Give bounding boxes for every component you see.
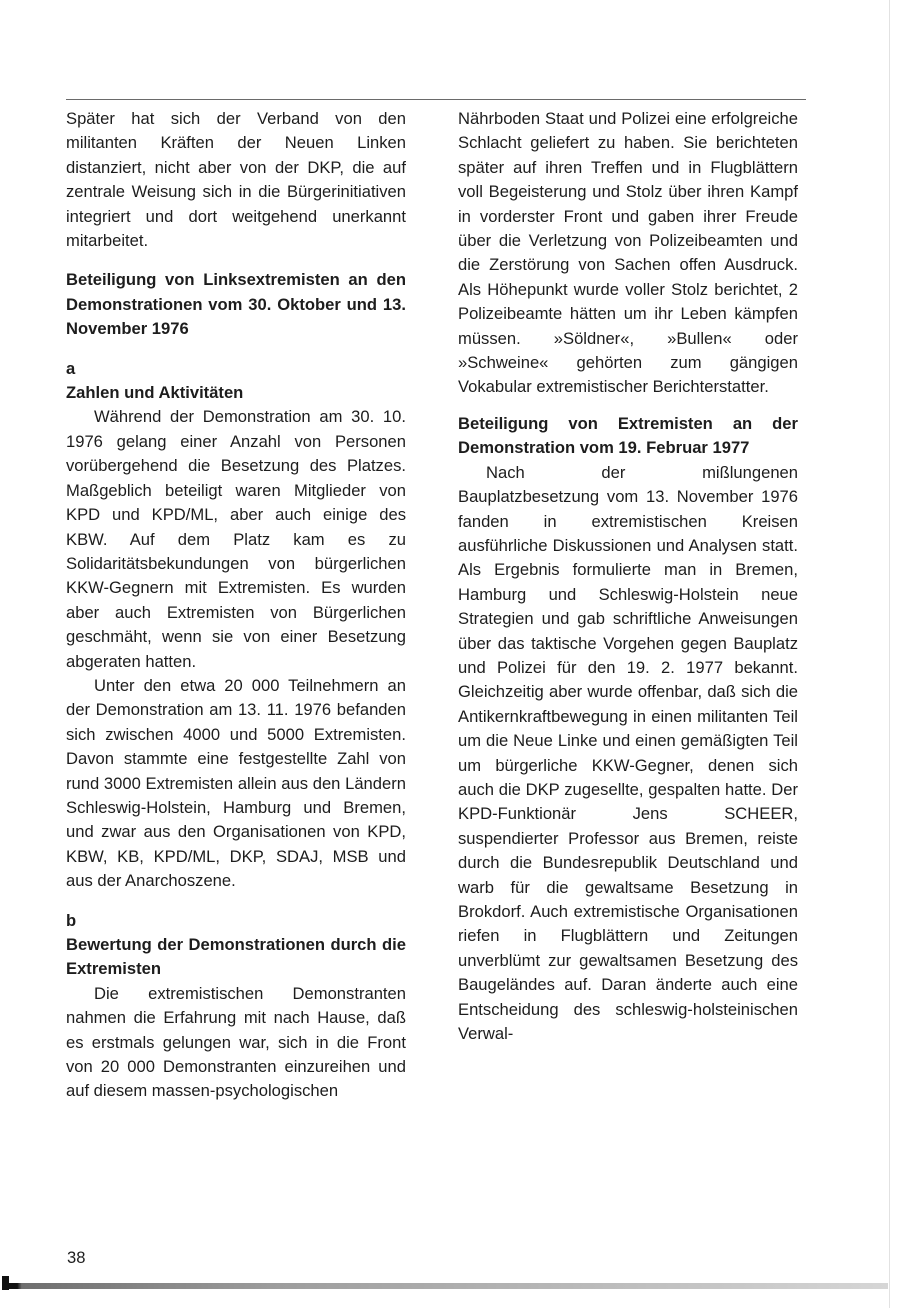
subsection-heading-zahlen: Zahlen und Aktivitäten [66,383,244,403]
right-paragraph-1: Nährboden Staat und Polizei eine erfolgreiche Schlacht geliefert zu haben. Sie berichteten später auf ihren Treffen und in Flugblättern voll Begeisterung und Stolz über ihren Kampf in vorderster Front und gaben ihrer Freude über die Verletzung von Polizeibeamten und die Zerstörung von Sachen offen Ausdruck. Als Höhepunkt wurde voller Stolz berichtet, 2 Polizeibeamte hätten um ihr Leben kämpfen müssen. »Söldner«, »Bullen« oder »Schweine« gehörten zum gängigen Vokabular extremistischer Berichterstatter. [458,109,798,397]
left-paragraph-3: Unter den etwa 20 000 Teilnehmern an der Demonstration am 13. 11. 1976 befanden sich zwischen 4000 und 5000 Extremisten. Davon stammte eine festgestellte Zahl von rund 3000 Extremisten allein aus den Ländern Schleswig-Holstein, Hamburg und Bremen, und zwar aus den Organisationen von KPD, KBW, KB, KPD/ML, DKP, SDAJ, MSB und aus der Anarchoszene. [66,675,406,891]
subsection-marker-b: b [66,910,77,930]
left-paragraph-1: Später hat sich der Verband von den militanten Kräften der Neuen Linken distanziert, nicht aber von der DKP, die auf zentrale Weisung sich in die Bürgerinitiativen integriert und dort weitgehend unerkannt mitarbeitet. [66,109,406,251]
scan-edge-mark [2,1276,9,1290]
section-heading-linksextremisten: Beteiligung von Linksextremisten an den Demonstrationen vom 30. Oktober und 13. November 1976 [66,270,406,339]
page-edge [889,0,890,1308]
right-column [458,107,798,1046]
page-number: 38 [67,1248,86,1267]
scan-edge-bar [4,1283,888,1289]
right-paragraph-2: Nach der mißlungenen Bauplatzbesetzung vom 13. November 1976 fanden in extremistischen Kreisen ausführliche Diskussionen und Analysen statt. Als Ergebnis formulierte man in Bremen, Hamburg und Schleswig-Holstein neue Strategien und gab schriftliche Anweisungen über das taktische Vorgehen gegen Bauplatz und Polizei für den 19. 2. 1977 bekannt. Gleichzeitig aber wurde offenbar, daß sich die Antikernkraftbewegung in einen militanten Teil um die Neue Linke und einen gemäßigten Teil um bürgerliche KKW-Gegner, denen sich auch die DKP zugesellte, gespalten hatte. Der KPD-Funktionär Jens SCHEER, suspendierter Professor aus Bremen, reiste durch die Bundesrepublik Deutschland und warb für die gewaltsame Besetzung in Brokdorf. Auch extremistische Organisationen riefen in Flugblättern und Zeitungen unverblümt zur gewaltsamen Besetzung des Baugeländes auf. Daran änderte auch eine Entscheidung des schleswig-holsteinischen Verwal- [458,462,798,1044]
left-column [66,107,406,1104]
left-paragraph-4: Die extremistischen Demonstranten nahmen die Erfahrung mit nach Hause, daß es erstmals gelungen war, sich in die Front von 20 000 Demonstranten einzureihen und auf diesem massen-psychologischen [66,983,406,1101]
top-rule [66,99,806,100]
subsection-marker-a: a [66,358,76,378]
left-paragraph-2: Während der Demonstration am 30. 10. 1976 gelang einer Anzahl von Personen vorübergehend die Besetzung des Platzes. Maßgeblich beteiligt waren Mitglieder von KPD und KPD/ML, aber auch einige des KBW. Auf dem Platz kam es zu Solidaritätsbekundungen von bürgerlichen KKW-Gegnern mit Extremisten. Es wurden aber auch Extremisten von Bürgerlichen geschmäht, wenn sie von einer Besetzung abgeraten hatten. [66,407,406,671]
section-heading-februar: Beteiligung von Extremisten an der Demonstration vom 19. Februar 1977 [458,413,798,458]
subsection-heading-bewertung: Bewertung der Demonstrationen durch die Extremisten [66,935,406,979]
